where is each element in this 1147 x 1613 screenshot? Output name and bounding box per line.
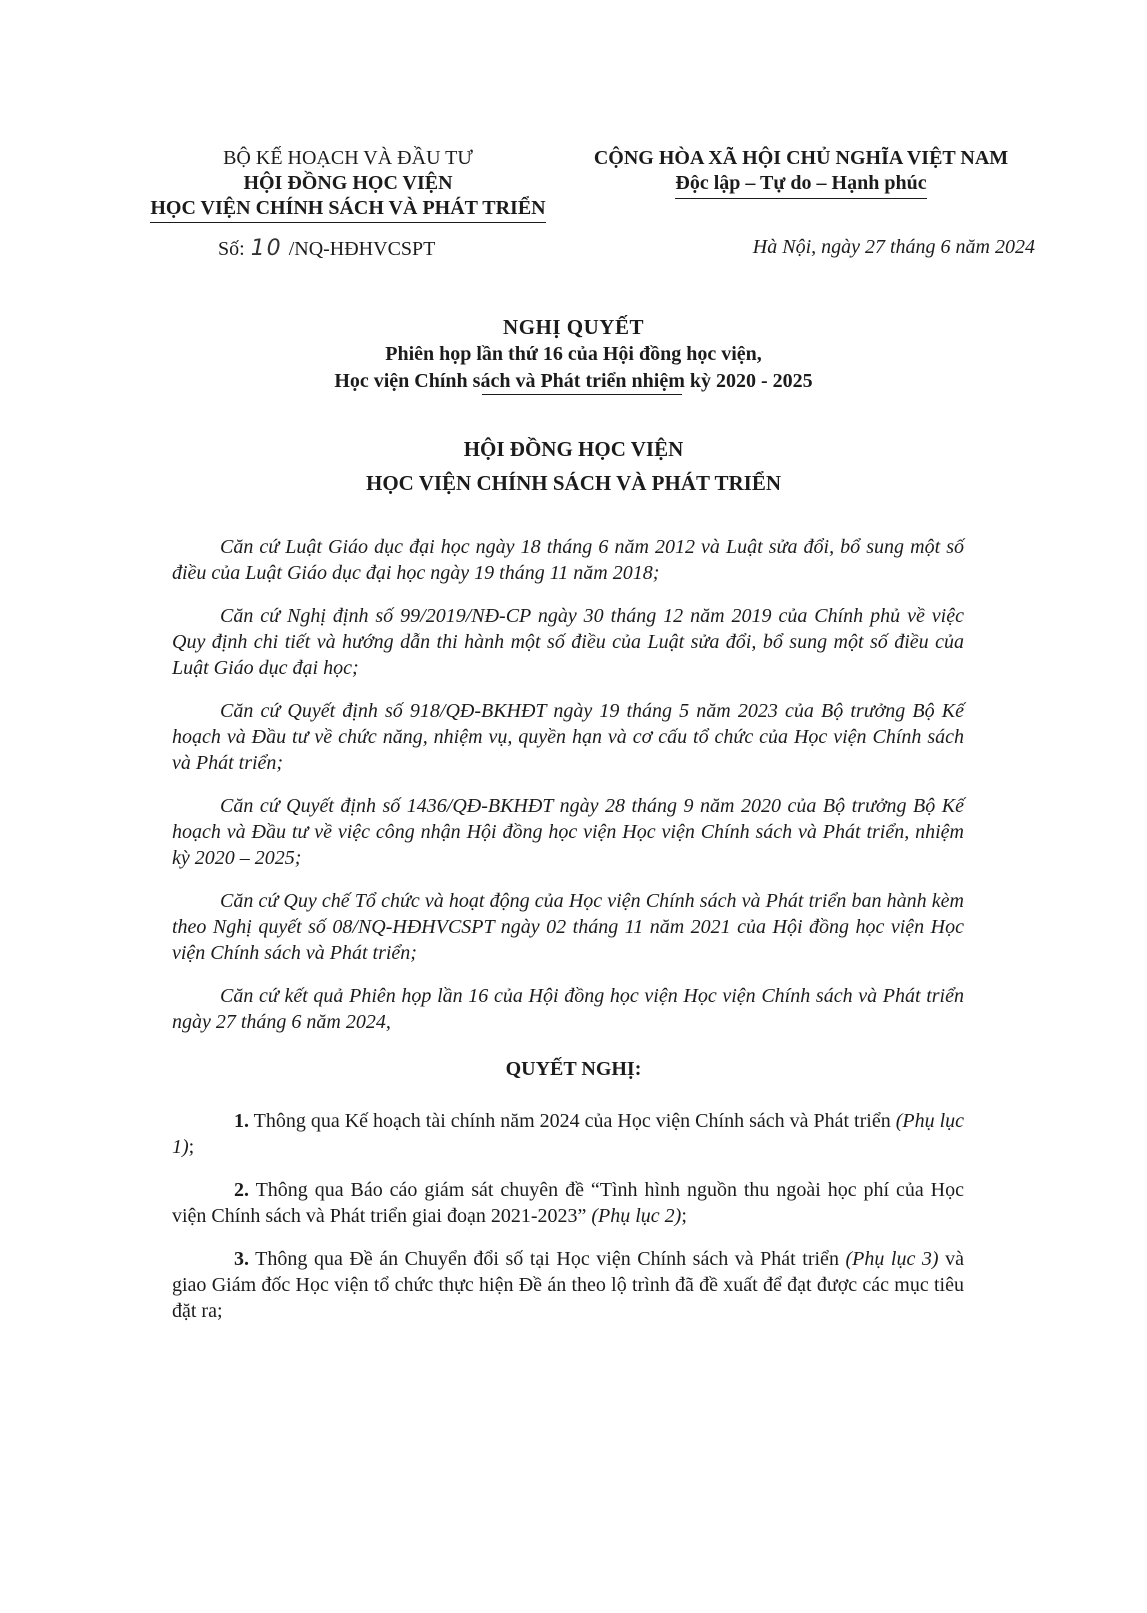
national-header-block [566,146,1036,199]
appendix-ref: (Phụ lục 3) [845,1248,939,1270]
council-name: HỘI ĐỒNG HỌC VIỆN [243,172,453,194]
decision-number: 2. [234,1179,249,1201]
decide-heading: QUYẾT NGHỊ: [505,1058,642,1080]
country-name: CỘNG HÒA XÃ HỘI CHỦ NGHĨA VIỆT NAM [593,147,1009,169]
issuer-line-1: HỘI ĐỒNG HỌC VIỆN [463,437,684,461]
legal-basis-item: Căn cứ Luật Giáo dục đại học ngày 18 tháng 6 năm 2012 và Luật sửa đổi, bổ sung một số điều của Luật Giáo dục đại học ngày 19 tháng 11 năm 2018; [172,536,964,584]
document-title [0,314,1147,395]
issuer-line-2: HỌC VIỆN CHÍNH SÁCH VÀ PHÁT TRIỂN [365,471,782,495]
decision-tail: ; [188,1136,195,1158]
decision-item [172,1108,964,1160]
title-line-1: Phiên họp lần thứ 16 của Hội đồng học viện, [385,343,762,365]
legal-basis-item: Căn cứ Nghị định số 99/2019/NĐ-CP ngày 30 tháng 12 năm 2019 của Chính phủ về việc Quy định chi tiết và hướng dẫn thi hành một số điều của Luật sửa đổi, bổ sung một số điều của Luật Giáo dục đại học; [172,605,964,679]
decision-number: 3. [234,1248,249,1270]
legal-basis-item: Căn cứ Quy chế Tổ chức và hoạt động của Học viện Chính sách và Phát triển ban hành kèm theo Nghị quyết số 08/NQ-HĐHVCSPT ngày 02 tháng 11 năm 2021 của Hội đồng học viện Học viện Chính sách và Phát triển; [172,890,964,964]
decision-text: Thông qua Đề án Chuyển đổi số tại Học viện Chính sách và Phát triển [249,1248,846,1270]
decision-tail: và giao Giám đốc Học viện tổ chức thực hiện Đề án theo lộ trình đã đề xuất để đạt được các mục tiêu đặt ra; [172,1248,965,1322]
title-line-2: Học viện Chính sách và Phát triển nhiệm kỳ 2020 - 2025 [334,370,813,392]
document-type: NGHỊ QUYẾT [503,315,644,339]
place-date: Hà Nội, ngày 27 tháng 6 năm 2024 [752,236,1035,258]
ministry-name: BỘ KẾ HOẠCH VÀ ĐẦU TƯ [223,147,473,169]
title-underline [482,394,682,395]
document-number-prefix: Số: [218,238,245,260]
decision-tail: ; [681,1205,687,1227]
decisions-list [172,1108,964,1341]
legal-basis-item: Căn cứ Quyết định số 1436/QĐ-BKHĐT ngày 28 tháng 9 năm 2020 của Bộ trưởng Bộ Kế hoạch và Đầu tư về việc công nhận Hội đồng học viện Học viện Chính sách và Phát triển, nhiệm kỳ 2020 – 2025; [172,795,964,869]
decision-text: Thông qua Báo cáo giám sát chuyên đề “Tình hình nguồn thu ngoài học phí của Học viện Chính sách và Phát triển giai đoạn 2021-2023” [172,1179,964,1227]
decision-item [172,1177,964,1229]
appendix-ref: (Phụ lục 2) [591,1205,682,1227]
document-number [218,236,435,261]
handwritten-number: 10 [250,236,283,261]
legal-basis-item: Căn cứ kết quả Phiên họp lần 16 của Hội đồng học viện Học viện Chính sách và Phát triển ngày 27 tháng 6 năm 2024, [172,985,964,1033]
document-number-suffix: /NQ-HĐHVCSPT [288,238,436,260]
national-motto: Độc lập – Tự do – Hạnh phúc [675,171,926,199]
decision-item [172,1246,964,1324]
legal-basis [172,534,964,1052]
issuer-heading [0,432,1147,500]
institute-name: HỌC VIỆN CHÍNH SÁCH VÀ PHÁT TRIỂN [150,196,545,223]
issuing-authority-block [128,146,568,223]
legal-basis-item: Căn cứ Quyết định số 918/QĐ-BKHĐT ngày 19 tháng 5 năm 2023 của Bộ trưởng Bộ Kế hoạch và Đầu tư về chức năng, nhiệm vụ, quyền hạn và cơ cấu tổ chức của Học viện Chính sách và Phát triển; [172,700,964,774]
decision-number: 1. [234,1110,249,1132]
decision-text: Thông qua Kế hoạch tài chính năm 2024 của Học viện Chính sách và Phát triển [249,1110,896,1132]
appendix-ref: (Phụ lục 1) [172,1110,965,1158]
